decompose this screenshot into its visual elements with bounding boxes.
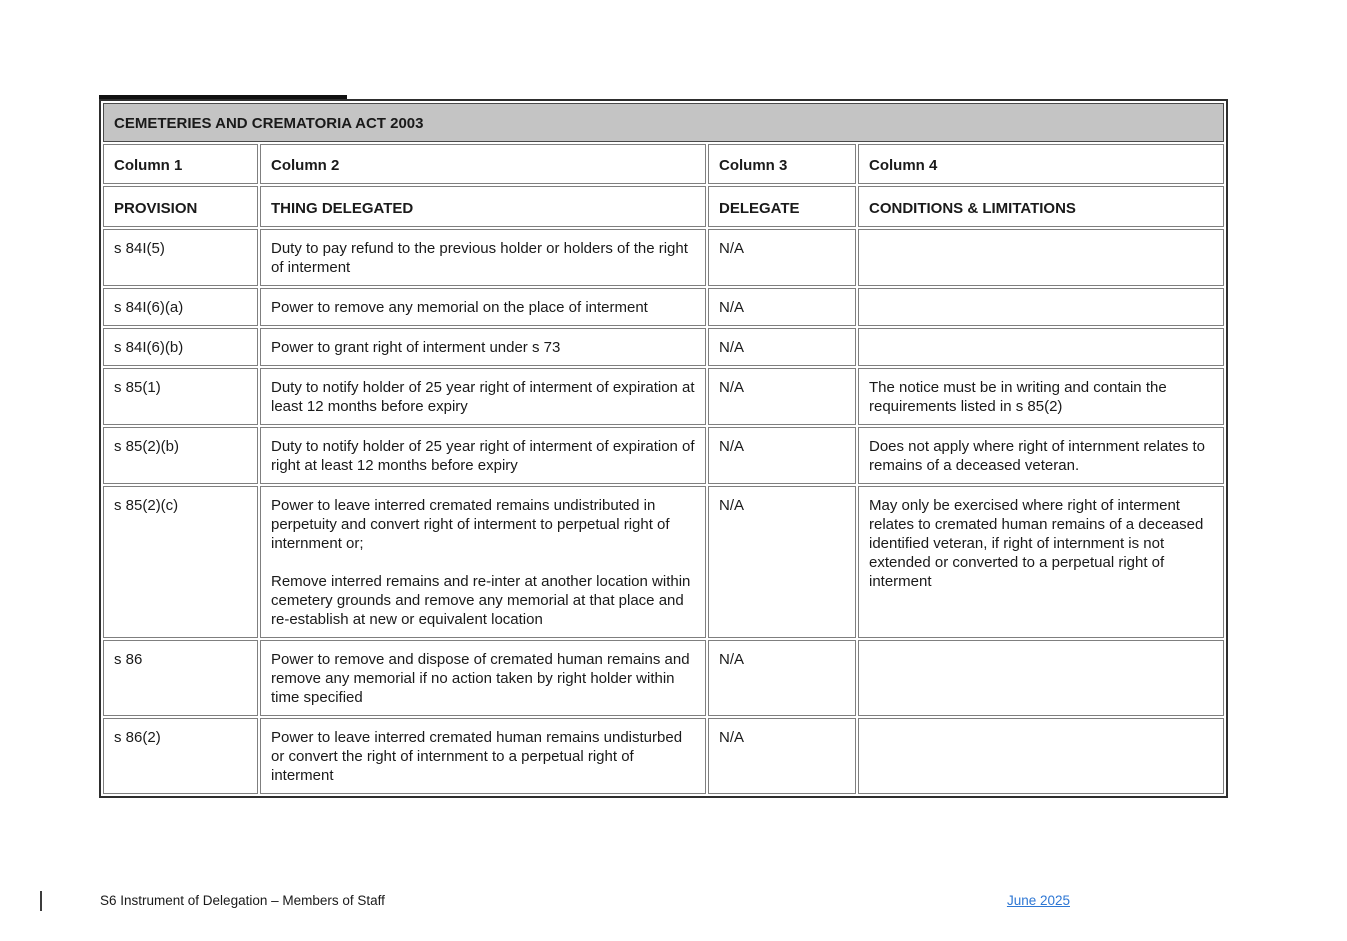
conditions-cell: [858, 486, 1224, 638]
conditions-cell: [858, 328, 1224, 366]
column-label-2: Column 2: [260, 144, 706, 184]
provision-cell: s 84I(6)(a): [103, 288, 258, 326]
footer-document-title: S6 Instrument of Delegation – Members of Staff: [100, 893, 385, 908]
conditions-cell: [858, 718, 1224, 794]
provision-cell: s 85(1): [103, 368, 258, 425]
thing-delegated-cell: [260, 288, 706, 326]
cell-paragraph: Power to leave interred cremated remains undistributed in perpetuity and convert right of interment to perpetual right of internment or;: [271, 497, 670, 552]
delegate-cell: N/A: [708, 288, 856, 326]
delegate-cell: N/A: [708, 640, 856, 716]
thing-delegated-cell: [260, 427, 706, 484]
provision-cell: s 86(2): [103, 718, 258, 794]
cell-paragraph: Remove interred remains and re-inter at another location within cemetery grounds and remove any memorial at that place and re-establish at new or equivalent location: [271, 573, 691, 628]
header-provision: PROVISION: [103, 186, 258, 227]
footer-date-link[interactable]: June 2025: [1006, 893, 1070, 908]
column-label-3: Column 3: [708, 144, 856, 184]
thing-delegated-cell: [260, 640, 706, 716]
cell-paragraph: Power to leave interred cremated human remains undisturbed or convert the right of internment to a perpetual right of interment: [271, 729, 683, 784]
conditions-cell: [858, 288, 1224, 326]
cell-paragraph: Power to remove and dispose of cremated human remains and remove any memorial if no action taken by right holder within time specified: [271, 651, 690, 706]
table-row: [103, 288, 1224, 326]
thing-delegated-cell: [260, 229, 706, 286]
delegate-cell: N/A: [708, 368, 856, 425]
column-header-row: [103, 186, 1224, 227]
column-label-4: Column 4: [858, 144, 1224, 184]
table-row: [103, 640, 1224, 716]
header-thing-delegated: THING DELEGATED: [260, 186, 706, 227]
provision-cell: s 85(2)(c): [103, 486, 258, 638]
cell-paragraph: Duty to notify holder of 25 year right of interment of expiration at least 12 months before expiry: [271, 379, 695, 415]
cell-paragraph: Power to remove any memorial on the place of interment: [271, 299, 648, 316]
table-row: [103, 486, 1224, 638]
change-bar: [40, 891, 42, 911]
delegation-table: [99, 99, 1228, 798]
conditions-cell: [858, 640, 1224, 716]
table-row: [103, 718, 1224, 794]
column-label-row: [103, 144, 1224, 184]
table-row: [103, 328, 1224, 366]
provision-cell: s 86: [103, 640, 258, 716]
delegate-cell: N/A: [708, 427, 856, 484]
conditions-cell: [858, 229, 1224, 286]
table-row: [103, 229, 1224, 286]
cell-paragraph: Duty to notify holder of 25 year right of interment of expiration of right at least 12 months before expiry: [271, 438, 695, 474]
cell-paragraph: Duty to pay refund to the previous holder or holders of the right of interment: [271, 240, 688, 276]
thing-delegated-cell: [260, 328, 706, 366]
provision-cell: s 85(2)(b): [103, 427, 258, 484]
provision-cell: s 84I(6)(b): [103, 328, 258, 366]
cell-paragraph: Does not apply where right of internment relates to remains of a deceased veteran.: [869, 438, 1206, 474]
column-label-1: Column 1: [103, 144, 258, 184]
header-delegate: DELEGATE: [708, 186, 856, 227]
table-row: [103, 427, 1224, 484]
table-title: CEMETERIES AND CREMATORIA ACT 2003: [103, 103, 1224, 142]
thing-delegated-cell: [260, 718, 706, 794]
delegate-cell: N/A: [708, 229, 856, 286]
delegate-cell: N/A: [708, 486, 856, 638]
delegation-table-body: [103, 103, 1224, 794]
delegate-cell: N/A: [708, 718, 856, 794]
page-footer: [100, 893, 1070, 908]
thing-delegated-cell: [260, 486, 706, 638]
provision-cell: s 84I(5): [103, 229, 258, 286]
cell-paragraph: Power to grant right of interment under s 73: [271, 339, 561, 356]
cell-paragraph: The notice must be in writing and contain the requirements listed in s 85(2): [869, 379, 1167, 415]
thing-delegated-cell: [260, 368, 706, 425]
cell-paragraph: May only be exercised where right of interment relates to cremated human remains of a deceased identified veteran, if right of internment is not extended or converted to a perpetual right of interment: [869, 497, 1204, 590]
conditions-cell: [858, 368, 1224, 425]
table-title-row: [103, 103, 1224, 142]
table-row: [103, 368, 1224, 425]
header-conditions: CONDITIONS & LIMITATIONS: [858, 186, 1224, 227]
conditions-cell: [858, 427, 1224, 484]
delegate-cell: N/A: [708, 328, 856, 366]
